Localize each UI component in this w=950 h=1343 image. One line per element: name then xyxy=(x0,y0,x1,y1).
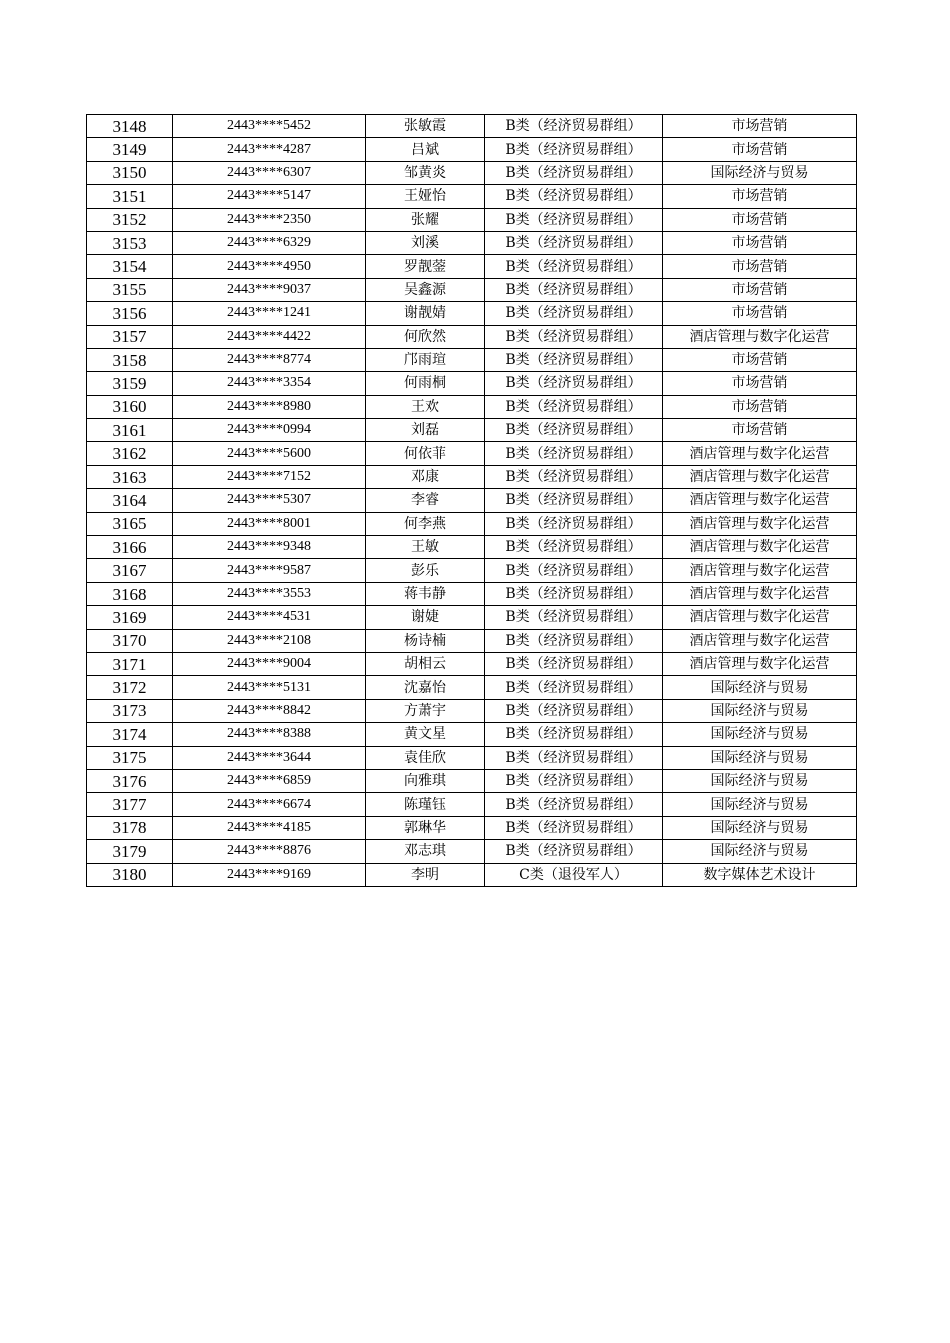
major-cell: 国际经济与贸易 xyxy=(663,161,857,184)
table-row xyxy=(87,863,857,886)
id-number-cell: 2443****6674 xyxy=(173,793,366,816)
name-cell: 王娅怡 xyxy=(366,185,485,208)
category-cell: B类（经济贸易群组） xyxy=(485,629,663,652)
row-number-cell: 3170 xyxy=(87,629,173,652)
id-number-cell: 2443****8774 xyxy=(173,348,366,371)
category-cell: B类（经济贸易群组） xyxy=(485,185,663,208)
major-cell: 酒店管理与数字化运营 xyxy=(663,325,857,348)
category-cell: B类（经济贸易群组） xyxy=(485,769,663,792)
major-cell: 酒店管理与数字化运营 xyxy=(663,536,857,559)
major-cell: 市场营销 xyxy=(663,278,857,301)
table-row xyxy=(87,325,857,348)
row-number-cell: 3172 xyxy=(87,676,173,699)
row-number-cell: 3150 xyxy=(87,161,173,184)
table-row xyxy=(87,348,857,371)
roster-sheet xyxy=(86,114,856,887)
category-cell: B类（经济贸易群组） xyxy=(485,372,663,395)
table-row xyxy=(87,372,857,395)
table-row xyxy=(87,208,857,231)
name-cell: 吕斌 xyxy=(366,138,485,161)
name-cell: 刘溪 xyxy=(366,231,485,254)
id-number-cell: 2443****3354 xyxy=(173,372,366,395)
major-cell: 国际经济与贸易 xyxy=(663,699,857,722)
name-cell: 谢婕 xyxy=(366,606,485,629)
name-cell: 何欣然 xyxy=(366,325,485,348)
major-cell: 酒店管理与数字化运营 xyxy=(663,652,857,675)
category-cell: B类（经济贸易群组） xyxy=(485,325,663,348)
id-number-cell: 2443****9004 xyxy=(173,652,366,675)
major-cell: 酒店管理与数字化运营 xyxy=(663,629,857,652)
row-number-cell: 3158 xyxy=(87,348,173,371)
category-cell: B类（经济贸易群组） xyxy=(485,161,663,184)
row-number-cell: 3179 xyxy=(87,840,173,863)
row-number-cell: 3164 xyxy=(87,489,173,512)
category-cell: B类（经济贸易群组） xyxy=(485,582,663,605)
name-cell: 何依菲 xyxy=(366,442,485,465)
category-cell: B类（经济贸易群组） xyxy=(485,138,663,161)
table-row xyxy=(87,231,857,254)
major-cell: 市场营销 xyxy=(663,138,857,161)
major-cell: 国际经济与贸易 xyxy=(663,723,857,746)
name-cell: 向雅琪 xyxy=(366,769,485,792)
row-number-cell: 3169 xyxy=(87,606,173,629)
category-cell: B类（经济贸易群组） xyxy=(485,723,663,746)
major-cell: 酒店管理与数字化运营 xyxy=(663,559,857,582)
table-row xyxy=(87,442,857,465)
id-number-cell: 2443****4287 xyxy=(173,138,366,161)
major-cell: 国际经济与贸易 xyxy=(663,676,857,699)
id-number-cell: 2443****5307 xyxy=(173,489,366,512)
major-cell: 市场营销 xyxy=(663,302,857,325)
row-number-cell: 3155 xyxy=(87,278,173,301)
major-cell: 酒店管理与数字化运营 xyxy=(663,442,857,465)
id-number-cell: 2443****8001 xyxy=(173,512,366,535)
name-cell: 袁佳欣 xyxy=(366,746,485,769)
table-row xyxy=(87,723,857,746)
category-cell: B类（经济贸易群组） xyxy=(485,559,663,582)
table-row xyxy=(87,652,857,675)
id-number-cell: 2443****2350 xyxy=(173,208,366,231)
id-number-cell: 2443****6859 xyxy=(173,769,366,792)
name-cell: 何雨桐 xyxy=(366,372,485,395)
name-cell: 张耀 xyxy=(366,208,485,231)
roster-table xyxy=(86,114,857,887)
name-cell: 张敏霞 xyxy=(366,115,485,138)
id-number-cell: 2443****1241 xyxy=(173,302,366,325)
name-cell: 李睿 xyxy=(366,489,485,512)
id-number-cell: 2443****2108 xyxy=(173,629,366,652)
row-number-cell: 3148 xyxy=(87,115,173,138)
table-row xyxy=(87,138,857,161)
major-cell: 国际经济与贸易 xyxy=(663,793,857,816)
table-row xyxy=(87,676,857,699)
row-number-cell: 3167 xyxy=(87,559,173,582)
id-number-cell: 2443****7152 xyxy=(173,465,366,488)
row-number-cell: 3157 xyxy=(87,325,173,348)
major-cell: 酒店管理与数字化运营 xyxy=(663,489,857,512)
name-cell: 彭乐 xyxy=(366,559,485,582)
table-row xyxy=(87,699,857,722)
table-row xyxy=(87,512,857,535)
row-number-cell: 3180 xyxy=(87,863,173,886)
row-number-cell: 3160 xyxy=(87,395,173,418)
major-cell: 市场营销 xyxy=(663,255,857,278)
id-number-cell: 2443****9037 xyxy=(173,278,366,301)
name-cell: 邓志琪 xyxy=(366,840,485,863)
id-number-cell: 2443****5452 xyxy=(173,115,366,138)
table-row xyxy=(87,278,857,301)
category-cell: B类（经济贸易群组） xyxy=(485,115,663,138)
name-cell: 邝雨瑄 xyxy=(366,348,485,371)
table-row xyxy=(87,746,857,769)
row-number-cell: 3174 xyxy=(87,723,173,746)
major-cell: 酒店管理与数字化运营 xyxy=(663,582,857,605)
table-row xyxy=(87,793,857,816)
major-cell: 市场营销 xyxy=(663,348,857,371)
name-cell: 邹黄炎 xyxy=(366,161,485,184)
table-row xyxy=(87,606,857,629)
table-row xyxy=(87,115,857,138)
category-cell: B类（经济贸易群组） xyxy=(485,512,663,535)
category-cell: B类（经济贸易群组） xyxy=(485,208,663,231)
major-cell: 国际经济与贸易 xyxy=(663,840,857,863)
category-cell: B类（经济贸易群组） xyxy=(485,489,663,512)
row-number-cell: 3161 xyxy=(87,419,173,442)
id-number-cell: 2443****0994 xyxy=(173,419,366,442)
row-number-cell: 3163 xyxy=(87,465,173,488)
table-row xyxy=(87,489,857,512)
table-row xyxy=(87,629,857,652)
id-number-cell: 2443****9169 xyxy=(173,863,366,886)
id-number-cell: 2443****5131 xyxy=(173,676,366,699)
category-cell: B类（经济贸易群组） xyxy=(485,442,663,465)
row-number-cell: 3166 xyxy=(87,536,173,559)
table-row xyxy=(87,816,857,839)
category-cell: B类（经济贸易群组） xyxy=(485,419,663,442)
major-cell: 市场营销 xyxy=(663,185,857,208)
id-number-cell: 2443****4950 xyxy=(173,255,366,278)
row-number-cell: 3154 xyxy=(87,255,173,278)
name-cell: 沈嘉怡 xyxy=(366,676,485,699)
name-cell: 罗靓蓥 xyxy=(366,255,485,278)
name-cell: 谢靓婧 xyxy=(366,302,485,325)
category-cell: B类（经济贸易群组） xyxy=(485,746,663,769)
category-cell: B类（经济贸易群组） xyxy=(485,536,663,559)
category-cell: B类（经济贸易群组） xyxy=(485,302,663,325)
name-cell: 郭琳华 xyxy=(366,816,485,839)
row-number-cell: 3176 xyxy=(87,769,173,792)
id-number-cell: 2443****6329 xyxy=(173,231,366,254)
major-cell: 市场营销 xyxy=(663,208,857,231)
table-row xyxy=(87,769,857,792)
row-number-cell: 3175 xyxy=(87,746,173,769)
table-row xyxy=(87,161,857,184)
table-row xyxy=(87,395,857,418)
table-row xyxy=(87,536,857,559)
major-cell: 国际经济与贸易 xyxy=(663,816,857,839)
name-cell: 杨诗楠 xyxy=(366,629,485,652)
major-cell: 市场营销 xyxy=(663,395,857,418)
major-cell: 市场营销 xyxy=(663,115,857,138)
category-cell: C类（退役军人） xyxy=(485,863,663,886)
name-cell: 王欢 xyxy=(366,395,485,418)
id-number-cell: 2443****9348 xyxy=(173,536,366,559)
major-cell: 市场营销 xyxy=(663,231,857,254)
category-cell: B类（经济贸易群组） xyxy=(485,793,663,816)
major-cell: 国际经济与贸易 xyxy=(663,746,857,769)
id-number-cell: 2443****8388 xyxy=(173,723,366,746)
row-number-cell: 3162 xyxy=(87,442,173,465)
category-cell: B类（经济贸易群组） xyxy=(485,816,663,839)
table-row xyxy=(87,840,857,863)
id-number-cell: 2443****6307 xyxy=(173,161,366,184)
table-row xyxy=(87,302,857,325)
table-row xyxy=(87,582,857,605)
name-cell: 王敏 xyxy=(366,536,485,559)
row-number-cell: 3168 xyxy=(87,582,173,605)
name-cell: 吴鑫源 xyxy=(366,278,485,301)
id-number-cell: 2443****8842 xyxy=(173,699,366,722)
major-cell: 酒店管理与数字化运营 xyxy=(663,512,857,535)
name-cell: 刘磊 xyxy=(366,419,485,442)
row-number-cell: 3171 xyxy=(87,652,173,675)
name-cell: 胡相云 xyxy=(366,652,485,675)
id-number-cell: 2443****4422 xyxy=(173,325,366,348)
row-number-cell: 3159 xyxy=(87,372,173,395)
category-cell: B类（经济贸易群组） xyxy=(485,840,663,863)
major-cell: 国际经济与贸易 xyxy=(663,769,857,792)
major-cell: 市场营销 xyxy=(663,419,857,442)
table-row xyxy=(87,185,857,208)
category-cell: B类（经济贸易群组） xyxy=(485,278,663,301)
name-cell: 何李燕 xyxy=(366,512,485,535)
id-number-cell: 2443****8876 xyxy=(173,840,366,863)
id-number-cell: 2443****5600 xyxy=(173,442,366,465)
category-cell: B类（经济贸易群组） xyxy=(485,652,663,675)
row-number-cell: 3156 xyxy=(87,302,173,325)
table-row xyxy=(87,465,857,488)
id-number-cell: 2443****3644 xyxy=(173,746,366,769)
category-cell: B类（经济贸易群组） xyxy=(485,465,663,488)
major-cell: 市场营销 xyxy=(663,372,857,395)
id-number-cell: 2443****3553 xyxy=(173,582,366,605)
id-number-cell: 2443****9587 xyxy=(173,559,366,582)
row-number-cell: 3165 xyxy=(87,512,173,535)
major-cell: 酒店管理与数字化运营 xyxy=(663,606,857,629)
category-cell: B类（经济贸易群组） xyxy=(485,231,663,254)
name-cell: 蒋韦静 xyxy=(366,582,485,605)
category-cell: B类（经济贸易群组） xyxy=(485,395,663,418)
category-cell: B类（经济贸易群组） xyxy=(485,699,663,722)
id-number-cell: 2443****4531 xyxy=(173,606,366,629)
category-cell: B类（经济贸易群组） xyxy=(485,606,663,629)
row-number-cell: 3173 xyxy=(87,699,173,722)
name-cell: 李明 xyxy=(366,863,485,886)
name-cell: 邓康 xyxy=(366,465,485,488)
id-number-cell: 2443****4185 xyxy=(173,816,366,839)
row-number-cell: 3153 xyxy=(87,231,173,254)
name-cell: 黄文星 xyxy=(366,723,485,746)
name-cell: 陈瑾钰 xyxy=(366,793,485,816)
major-cell: 酒店管理与数字化运营 xyxy=(663,465,857,488)
roster-table-body xyxy=(87,115,857,887)
table-row xyxy=(87,255,857,278)
id-number-cell: 2443****5147 xyxy=(173,185,366,208)
row-number-cell: 3178 xyxy=(87,816,173,839)
table-row xyxy=(87,559,857,582)
row-number-cell: 3152 xyxy=(87,208,173,231)
table-row xyxy=(87,419,857,442)
row-number-cell: 3177 xyxy=(87,793,173,816)
category-cell: B类（经济贸易群组） xyxy=(485,255,663,278)
name-cell: 方萧宇 xyxy=(366,699,485,722)
major-cell: 数字媒体艺术设计 xyxy=(663,863,857,886)
row-number-cell: 3149 xyxy=(87,138,173,161)
row-number-cell: 3151 xyxy=(87,185,173,208)
category-cell: B类（经济贸易群组） xyxy=(485,676,663,699)
category-cell: B类（经济贸易群组） xyxy=(485,348,663,371)
id-number-cell: 2443****8980 xyxy=(173,395,366,418)
